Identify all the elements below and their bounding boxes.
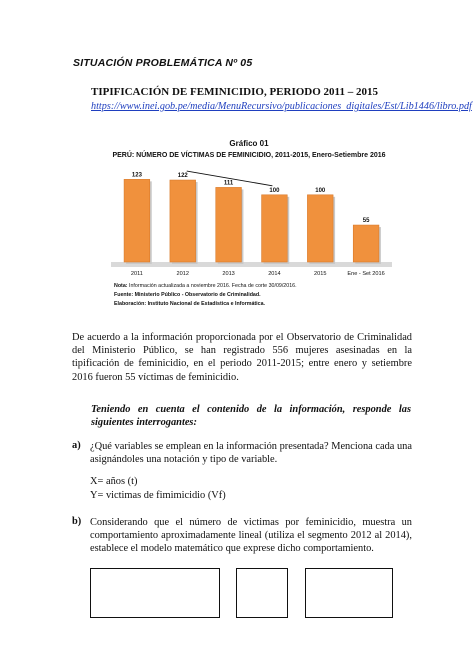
victims-bar-chart (104, 134, 394, 322)
data-label: 55 (362, 218, 370, 225)
answer-box-2[interactable] (236, 568, 288, 618)
x-tick-label: 2011 (130, 271, 143, 277)
bar (170, 180, 196, 262)
chart-note-text: Instituto Nacional de Estadística e Informática. (147, 301, 266, 307)
chart-title: Gráfico 01 (229, 139, 269, 148)
chart-note-label: Fuente: (114, 292, 135, 298)
x-tick-label: 2014 (268, 271, 281, 277)
x-tick-label: 2012 (176, 271, 189, 277)
chart-subtitle: PERÚ: NÚMERO DE VÍCTIMAS DE FEMINICIDIO, 2011-2015, Enero-Setiembre 2016 (112, 152, 386, 159)
section-title: TIPIFICACIÓN DE FEMINICIDIO, PERIODO 2011 – 2015 (91, 86, 378, 98)
x-tick-label: 2015 (314, 271, 327, 277)
answer-box-3[interactable] (305, 568, 393, 618)
data-label: 123 (131, 172, 142, 179)
page-heading: SITUACIÓN PROBLEMÁTICA Nº 05 (73, 57, 253, 69)
answer-y-variable: Y= victimas de fimimicidio (Vf) (90, 490, 226, 501)
bar (353, 225, 379, 262)
instruction-prompt: Teniendo en cuenta el contenido de la información, responde las siguientes interrogantes: (91, 404, 411, 429)
x-tick-label: Ene - Set 2016 (347, 271, 385, 277)
data-label: 100 (269, 187, 280, 194)
bar (262, 195, 288, 262)
chart-note-text: Ministerio Público - Observatorio de Criminalidad. (134, 292, 261, 298)
data-label: 100 (315, 187, 326, 194)
bar (307, 195, 333, 262)
chart-note (114, 301, 266, 307)
chart-note (114, 283, 297, 289)
bar (216, 187, 242, 262)
answer-x-variable: X= años (t) (90, 476, 138, 487)
question-b-text: Considerando que el número de victimas por feminicidio, muestra un comportamiento aproximadamente lineal (utiliza el segmento 2012 al 2014), establece el modelo matemático que exprese dicho comportamiento. (90, 517, 412, 555)
question-b-label: b) (72, 516, 82, 527)
data-label: 122 (177, 173, 188, 180)
context-paragraph: De acuerdo a la información proporcionada por el Observatorio de Criminalidad del Ministerio Público, se han registrado 556 mujeres asesinadas en la tipificación de feminicidio, en el periodo 2011-2015; entre enero y setiembre 2016 fueron 55 víctimas de feminicidio. (72, 332, 412, 383)
bar (124, 179, 150, 262)
x-tick-label: 2013 (222, 271, 235, 277)
chart-floor (111, 262, 392, 267)
chart-note-text: Información actualizada a noviembre 2016. Fecha de corte 30/09/2016. (129, 283, 297, 289)
question-a-text: ¿Qué variables se emplean en la información presentada? Menciona cada una asignándoles una notación y tipo de variable. (90, 441, 412, 466)
answer-box-1[interactable] (90, 568, 220, 618)
source-link[interactable]: https://www.inei.gob.pe/media/MenuRecursivo/publicaciones_digitales/Est/Lib1446/libro.pdf (91, 101, 472, 112)
data-label: 111 (223, 180, 234, 187)
question-a-label: a) (72, 440, 81, 451)
chart-note (114, 292, 261, 298)
chart-note-label: Nota: (114, 283, 130, 289)
chart-note-label: Elaboración: (114, 301, 148, 307)
